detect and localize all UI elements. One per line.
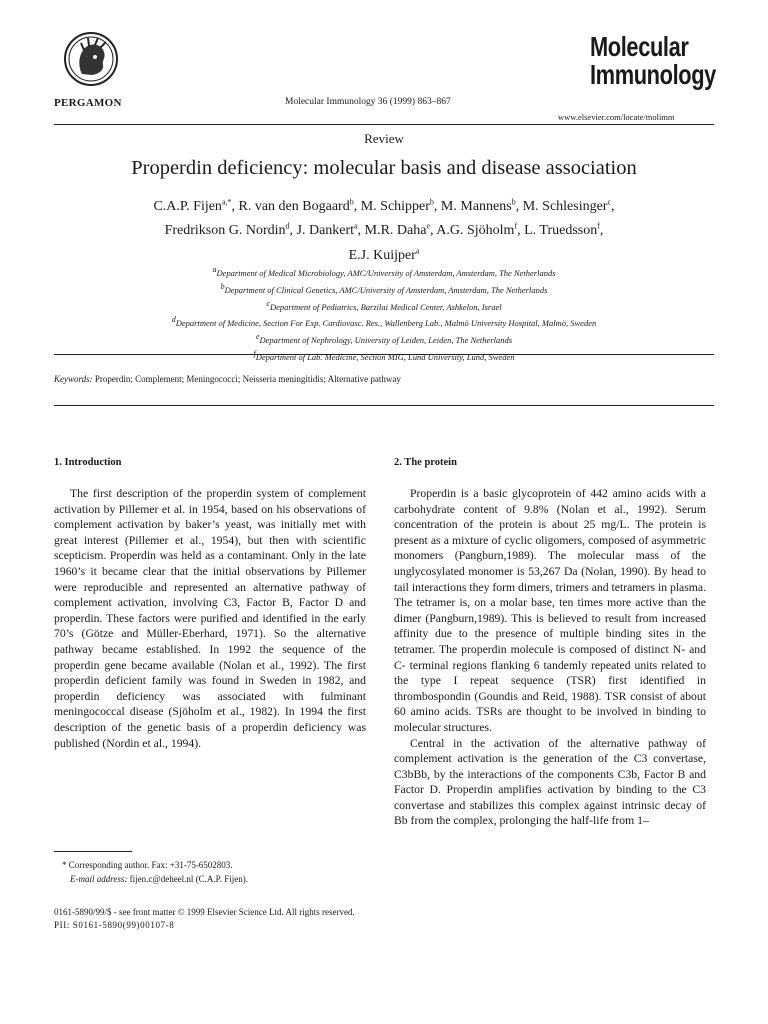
section-heading-protein: 2. The protein: [394, 457, 457, 468]
pii-line: PII: S0161-5890(99)00107-8: [54, 920, 175, 930]
affiliation: $^b$Department of Clinical Genetics, AMC/University of Amsterdam, Amsterdam, The Netherlands: [220, 281, 548, 295]
affiliation: $^a$Department of Medical Microbiology, AMC/University of Amsterdam, Amsterdam, The Netherlands: [212, 265, 556, 278]
keywords-rule: [54, 405, 714, 406]
affiliation: $^e$Department of Nephrology, University of Leiden, Leiden, The Netherlands: [255, 332, 513, 346]
author: J. Dankert$^a$,: [296, 221, 365, 239]
journal-url[interactable]: www.elsevier.com/locate/molimm: [558, 112, 675, 122]
author: R. van den Bogaard$^b$,: [238, 197, 361, 214]
publisher-emblem-icon: [62, 30, 120, 92]
paragraph: The first description of the properdin system of complement activation by Pillemer et al. in 1954, based on his observations of complement activation by baker’s yeast, was initially met with great interest (Pillemer et al., 1954), but then with scientific scepticism. Properdin was held as a contaminant. Only in the late 1960’s it became clear that the initial observations by Pillemer were reproducible and represented an alternative pathway of complement activation, involving C3, Factor B, Factor D and properdin. These factors were purified and identified in the early 70’s (Götze and Müller-Eberhard, 1971). So the alternative pathway became established. In 1992 the sequence of the properdin gene became available (Nolan et al., 1992). The first properdin deficient family was found in Sweden in 1982, and properdin deficiency was associated with fulminant meningococcal disease (Sjöholm et al., 1982). In 1994 the first description of the genetic basis of a properdin deficiency was published (Nordin et al., 1994).: [54, 487, 366, 750]
article-title: Properdin deficiency: molecular basis and disease association: [131, 157, 637, 179]
section-heading-introduction: 1. Introduction: [54, 457, 122, 468]
author: M. Mannens$^b$,: [440, 197, 523, 214]
author: C.A.P. Fijen$^{a,*}$,: [153, 197, 239, 214]
footnote: [62, 858, 248, 886]
author: L. Truedsson$^f$,: [524, 221, 604, 239]
affiliation: $^c$Department of Pediatrics, Barzilai Medical Center, Ashkelon, Israel: [266, 298, 502, 312]
keywords-label: Keywords:: [54, 374, 93, 384]
copyright: [54, 906, 355, 932]
email-label: E-mail address:: [70, 874, 128, 884]
journal-title-line2: Immunology: [590, 59, 716, 90]
right-column: [394, 486, 706, 829]
author: Fredrikson G. Nordin$^d$,: [164, 221, 297, 239]
author: A.G. Sjöholm$^f$,: [436, 221, 525, 239]
journal-title: [590, 33, 716, 89]
keywords-list: Properdin; Complement; Meningococci; Neisseria meningitidis; Alternative pathway: [94, 374, 401, 384]
journal-title-line1: Molecular: [590, 31, 689, 62]
publisher-name: PERGAMON: [54, 97, 122, 109]
author: M. Schlesinger$^c$,: [522, 197, 615, 214]
left-column: [54, 486, 366, 751]
email-address[interactable]: fijen.c@deheel.nl (C.A.P. Fijen).: [129, 874, 248, 884]
keywords: [54, 374, 401, 384]
author: E.J. Kuijper$^a$: [348, 246, 420, 263]
title-block-rule: [54, 354, 714, 355]
paragraph: Central in the activation of the alternative pathway of complement activation is the generation of the C3 convertase, C3bBb, by the interactions of the components C3b, Factor B and Factor D. Properdin amplifies activation by binding to the C3 convertase and stabilizes this complex against intrinsic decay of Bb from the complex, prolonging the half-life from 1–: [394, 736, 706, 828]
copyright-line: 0161-5890/99/$ - see front matter © 1999 Elsevier Science Ltd. All rights reserved.: [54, 907, 355, 917]
affiliation-list: [40, 263, 728, 364]
author-list: [40, 192, 728, 266]
author: M. Schipper$^b$,: [360, 197, 441, 214]
affiliation: $^f$Department of Lab. Medicine, Section MIG, Lund University, Lund, Sweden: [253, 349, 515, 362]
journal-citation: Molecular Immunology 36 (1999) 863–867: [285, 97, 451, 107]
header-rule: [54, 124, 714, 125]
footnote-rule: [54, 851, 132, 852]
author: M.R. Daha$^e$,: [364, 221, 437, 239]
corresponding-author: * Corresponding author. Fax: +31-75-6502803.: [62, 860, 233, 870]
paragraph: Properdin is a basic glycoprotein of 442 amino acids with a carbohydrate content of 9.8% (Nolan et al., 1992). Serum concentration of the protein is about 25 mg/L. The protein is present as a mixture of cyclic oligomers, composed of asymmetric monomers (Pangburn,1989). The molecular mass of the unglycosylated monomer is 53,267 Da (Nolan, 1990). By head to tail interactions they form dimers, trimers and tetramers in plasma. The tetramer is, on a molar base, ten times more active than the dimer (Pangburn,1989). This is believed to result from increased affinity due to the presence of multiple binding sites in the tetramer. The properdin molecule is composed of distinct N- and C- terminal regions flanking 6 tandemly repeated units related to the type I repeat sequence (TSR) first identified in thrombospondin (Goundis and Reid, 1988). TSR consist of about 60 amino acids. TSRs are thought to be involved in binding to molecular structures.: [394, 487, 706, 734]
affiliation: $^d$Department of Medicine, Section For Exp. Cardiovasc. Res., Wallenberg Lab., Malmö University Hospital, Malmö, Sweden: [171, 315, 597, 329]
article-type: Review: [364, 131, 404, 146]
